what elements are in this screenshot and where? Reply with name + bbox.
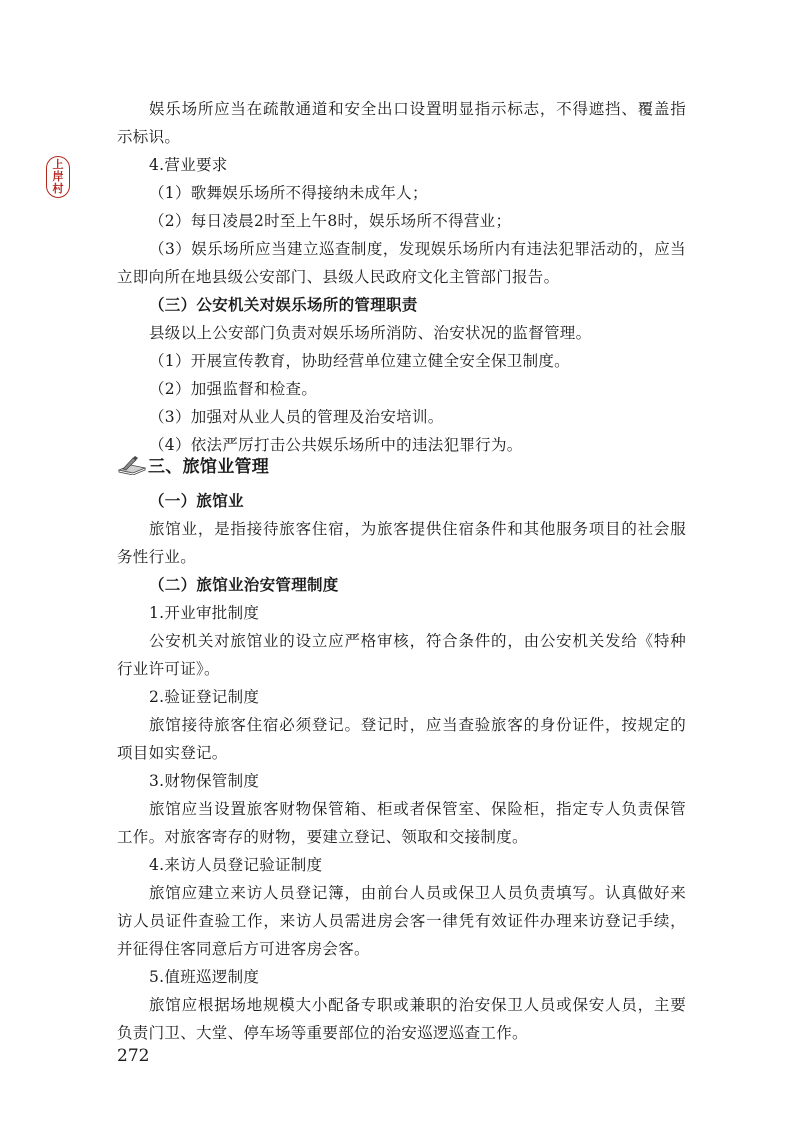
paragraph-line: 行业许可证》。 xyxy=(117,660,220,678)
section-heading: 三、旅馆业管理 xyxy=(148,457,270,477)
seal-char: 村 xyxy=(52,182,64,195)
paragraph-line: 公安机关对旅馆业的设立应严格审核，符合条件的，由公安机关发给《特种 xyxy=(149,632,686,650)
paragraph-line: 旅馆业，是指接待旅客住宿，为旅客提供住宿条件和其他服务项目的社会服 xyxy=(149,520,686,538)
list-item: （1）开展宣传教育，协助经营单位建立健全安全保卫制度。 xyxy=(149,352,570,370)
paragraph-line: 访人员证件查验工作，来访人员需进房会客一律凭有效证件办理来访登记手续， xyxy=(117,912,686,930)
list-item: （1）歌舞娱乐场所不得接纳未成年人； xyxy=(149,184,428,202)
paragraph-line: 负责门卫、大堂、停车场等重要部位的治安巡逻巡查工作。 xyxy=(117,1024,528,1042)
list-item: （3）娱乐场所应当建立巡查制度，发现娱乐场所内有违法犯罪活动的，应当 xyxy=(149,240,686,258)
list-item: （2）加强监督和检查。 xyxy=(149,380,318,398)
paragraph-line: 示标识。 xyxy=(117,128,181,146)
paragraph-line: 县级以上公安部门负责对娱乐场所消防、治安状况的监督管理。 xyxy=(149,324,592,342)
list-item: （2）每日凌晨2时至上午8时，娱乐场所不得营业； xyxy=(149,212,512,230)
paragraph-line: 务性行业。 xyxy=(117,548,197,566)
seal-char: 上 xyxy=(52,158,64,171)
subsection-heading: （一）旅馆业 xyxy=(149,492,244,510)
subsection-heading: （三）公安机关对娱乐场所的管理职责 xyxy=(149,296,418,314)
list-item: （4）依法严厉打击公共娱乐场所中的违法犯罪行为。 xyxy=(149,436,523,454)
subsection-heading: （二）旅馆业治安管理制度 xyxy=(149,576,339,594)
page-number: 272 xyxy=(117,1046,150,1066)
paragraph-line: 旅馆应根据场地规模大小配备专职或兼职的治安保卫人员或保安人员，主要 xyxy=(149,996,686,1014)
paragraph-line: 立即向所在地县级公安部门、县级人民政府文化主管部门报告。 xyxy=(117,268,560,286)
paragraph-line: 项目如实登记。 xyxy=(117,744,228,762)
subsection-label: 2.验证登记制度 xyxy=(149,688,260,706)
publisher-seal-logo xyxy=(46,156,70,198)
paragraph-line: 娱乐场所应当在疏散通道和安全出口设置明显指示标志，不得遮挡、覆盖指 xyxy=(149,100,686,118)
paragraph-line: 并征得住客同意后方可进客房会客。 xyxy=(117,940,370,958)
list-item: （3）加强对从业人员的管理及治安培训。 xyxy=(149,408,444,426)
paragraph-line: 旅馆接待旅客住宿必须登记。登记时，应当查验旅客的身份证件，按规定的 xyxy=(149,716,686,734)
subsection-label: 4.来访人员登记验证制度 xyxy=(149,856,323,874)
paragraph-line: 工作。对旅客寄存的财物，要建立登记、领取和交接制度。 xyxy=(117,828,528,846)
subsection-label: 1.开业审批制度 xyxy=(149,604,260,622)
paragraph-line: 旅馆应建立来访人员登记簿，由前台人员或保卫人员负责填写。认真做好来 xyxy=(149,884,686,902)
paragraph-line: 旅馆应当设置旅客财物保管箱、柜或者保管室、保险柜，指定专人负责保管 xyxy=(149,800,686,818)
subsection-label: 5.值班巡逻制度 xyxy=(149,968,260,986)
subsection-label: 4.营业要求 xyxy=(149,156,228,174)
seal-char: 岸 xyxy=(52,170,64,183)
book-pen-icon xyxy=(117,455,147,475)
subsection-label: 3.财物保管制度 xyxy=(149,772,260,790)
